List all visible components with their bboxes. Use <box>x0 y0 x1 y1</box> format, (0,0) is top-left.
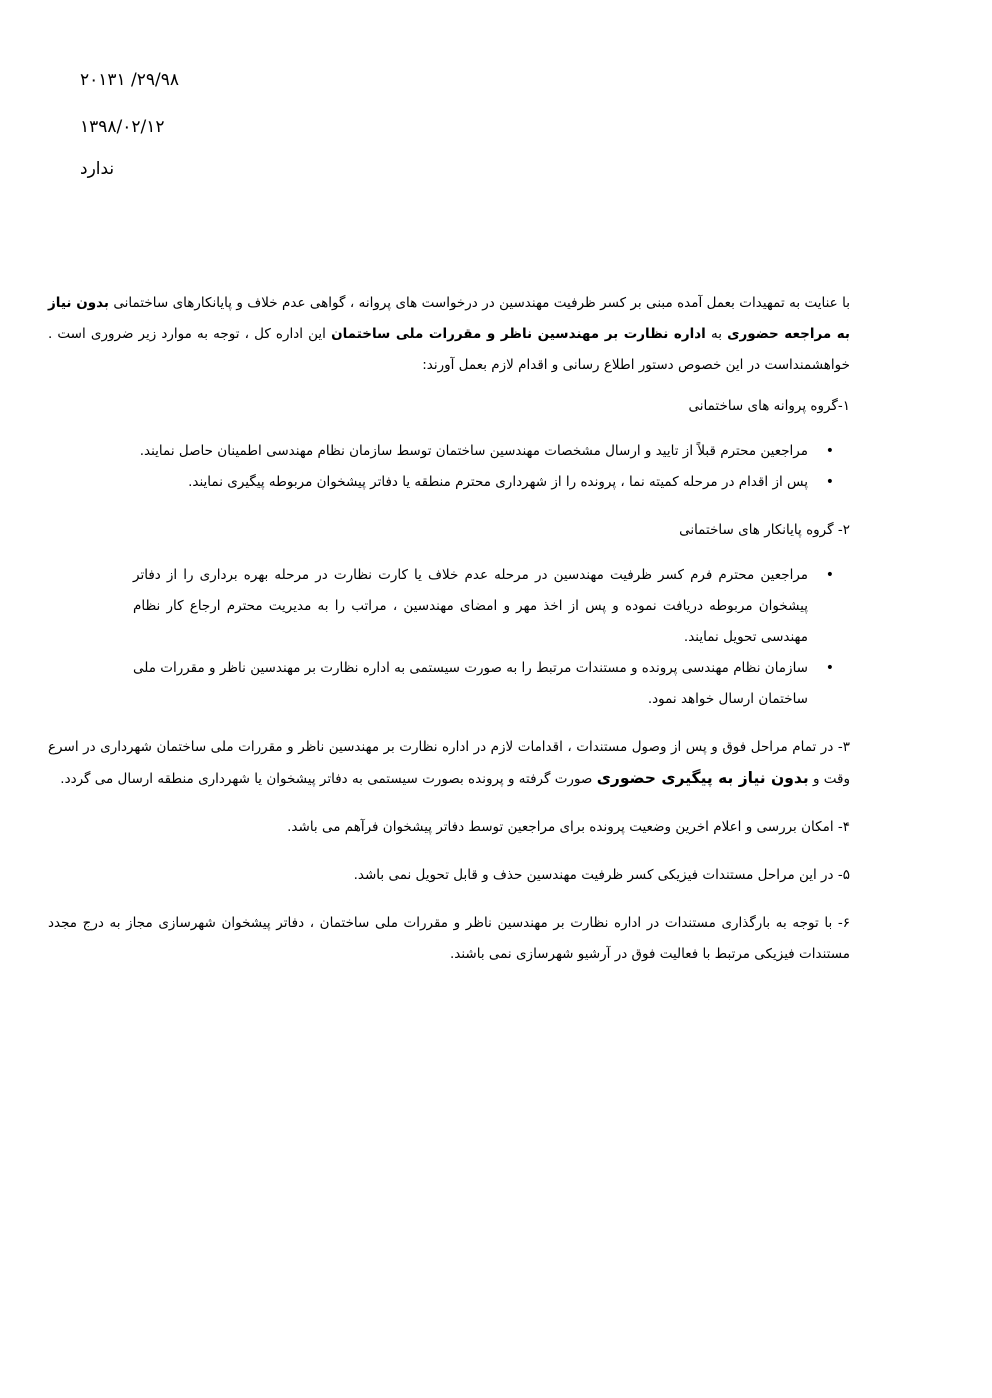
intro-text: به <box>705 326 728 342</box>
section-1-list <box>48 436 850 498</box>
section-3-bold: بدون نیاز به پیگیری حضوری <box>596 769 809 787</box>
section-5-paragraph: ۵- در این مراحل مستندات فیزیکی کسر ظرفیت مهندسین حذف و قابل تحویل نمی باشد. <box>353 867 850 883</box>
list-item-text: مراجعین محترم قبلاً از تایید و ارسال مشخصات مهندسین ساختمان توسط سازمان نظام مهندسی اطمینان حاصل نمایند. <box>139 443 808 459</box>
list-item <box>133 653 834 715</box>
section-1-heading: ۱-گروه پروانه های ساختمانی <box>688 398 850 414</box>
letter-attachment: ندارد <box>80 159 115 179</box>
section-3-text: ۳- در تمام مراحل فوق و پس از وصول مستندات ، اقدامات لازم در اداره نظارت بر مهندسین ناظر و مقررات ملی ساختمان شهرداری در اسرع وقت و <box>48 739 850 787</box>
letter-date: ۱۳۹۸/۰۲/۱۲ <box>80 117 165 137</box>
bullet-icon: • <box>825 567 834 583</box>
list-item-text: مراجعین محترم فرم کسر ظرفیت مهندسین در مرحله عدم خلاف یا کارت نظارت در مرحله بهره برداری را از دفاتر پیشخوان مربوطه دریافت نموده و پس از اخذ مهر و امضای مهندسین ، مراتب را به مدیریت محترم ارجاع کار نظام مهندسی تحویل نمایند. <box>133 567 808 645</box>
section-2-heading: ۲- گروه پایانکار های ساختمانی <box>679 522 850 538</box>
intro-text: با عنایت به تمهیدات بعمل آمده مبنی بر کسر ظرفیت مهندسین در درخواست های پروانه ، گواهی عدم خلاف و پایانکارهای ساختمانی <box>109 295 850 311</box>
letter-number: ۲۹/۹۸/ ۲۰۱۳۱ <box>80 70 180 90</box>
intro-bold-office: اداره نظارت بر مهندسین ناظر و مقررات ملی ساختمان <box>331 326 706 342</box>
letter-body <box>48 288 850 987</box>
section-3-text: صورت گرفته و پرونده بصورت سیستمی به دفاتر پیشخوان یا شهرداری منطقه ارسال می گردد. <box>60 771 597 787</box>
list-item-text: سازمان نظام مهندسی پرونده و مستندات مرتبط را به صورت سیستمی به اداره نظارت بر مهندسین ناظر و مقررات ملی ساختمان ارسال خواهد نمود. <box>133 660 808 707</box>
list-item <box>133 560 834 653</box>
list-item <box>133 436 834 467</box>
intro-bold-no-visit: بدون نیاز به مراجعه حضوری <box>48 295 851 342</box>
section-4-paragraph: ۴- امکان بررسی و اعلام اخرین وضعیت پرونده برای مراجعین توسط دفاتر پیشخوان فرآهم می باشد. <box>287 819 850 835</box>
section-3-paragraph <box>48 732 850 795</box>
section-2-list <box>48 560 850 715</box>
bullet-icon: • <box>825 660 834 676</box>
list-item <box>133 467 834 498</box>
list-item-text: پس از اقدام در مرحله کمیته نما ، پرونده را از شهرداری محترم منطقه یا دفاتر پیشخوان مربوطه پیگیری نمایند. <box>188 474 808 490</box>
section-6-paragraph: ۶- با توجه به بارگذاری مستندات در اداره نظارت بر مهندسین ناظر و مقررات ملی ساختمان ، دفاتر پیشخوان شهرسازی مجاز به درج مجدد مستندات فیزیکی مرتبط با فعالیت فوق در آرشیو شهرسازی نمی باشند. <box>48 915 850 962</box>
intro-text: این اداره کل ، توجه به موارد زیر ضروری است . خواهشمنداست در این خصوص دستور اطلاع رسانی و اقدام لازم بعمل آورند: <box>48 326 850 373</box>
intro-paragraph <box>48 288 850 381</box>
bullet-icon: • <box>825 443 834 459</box>
bullet-icon: • <box>825 474 834 490</box>
